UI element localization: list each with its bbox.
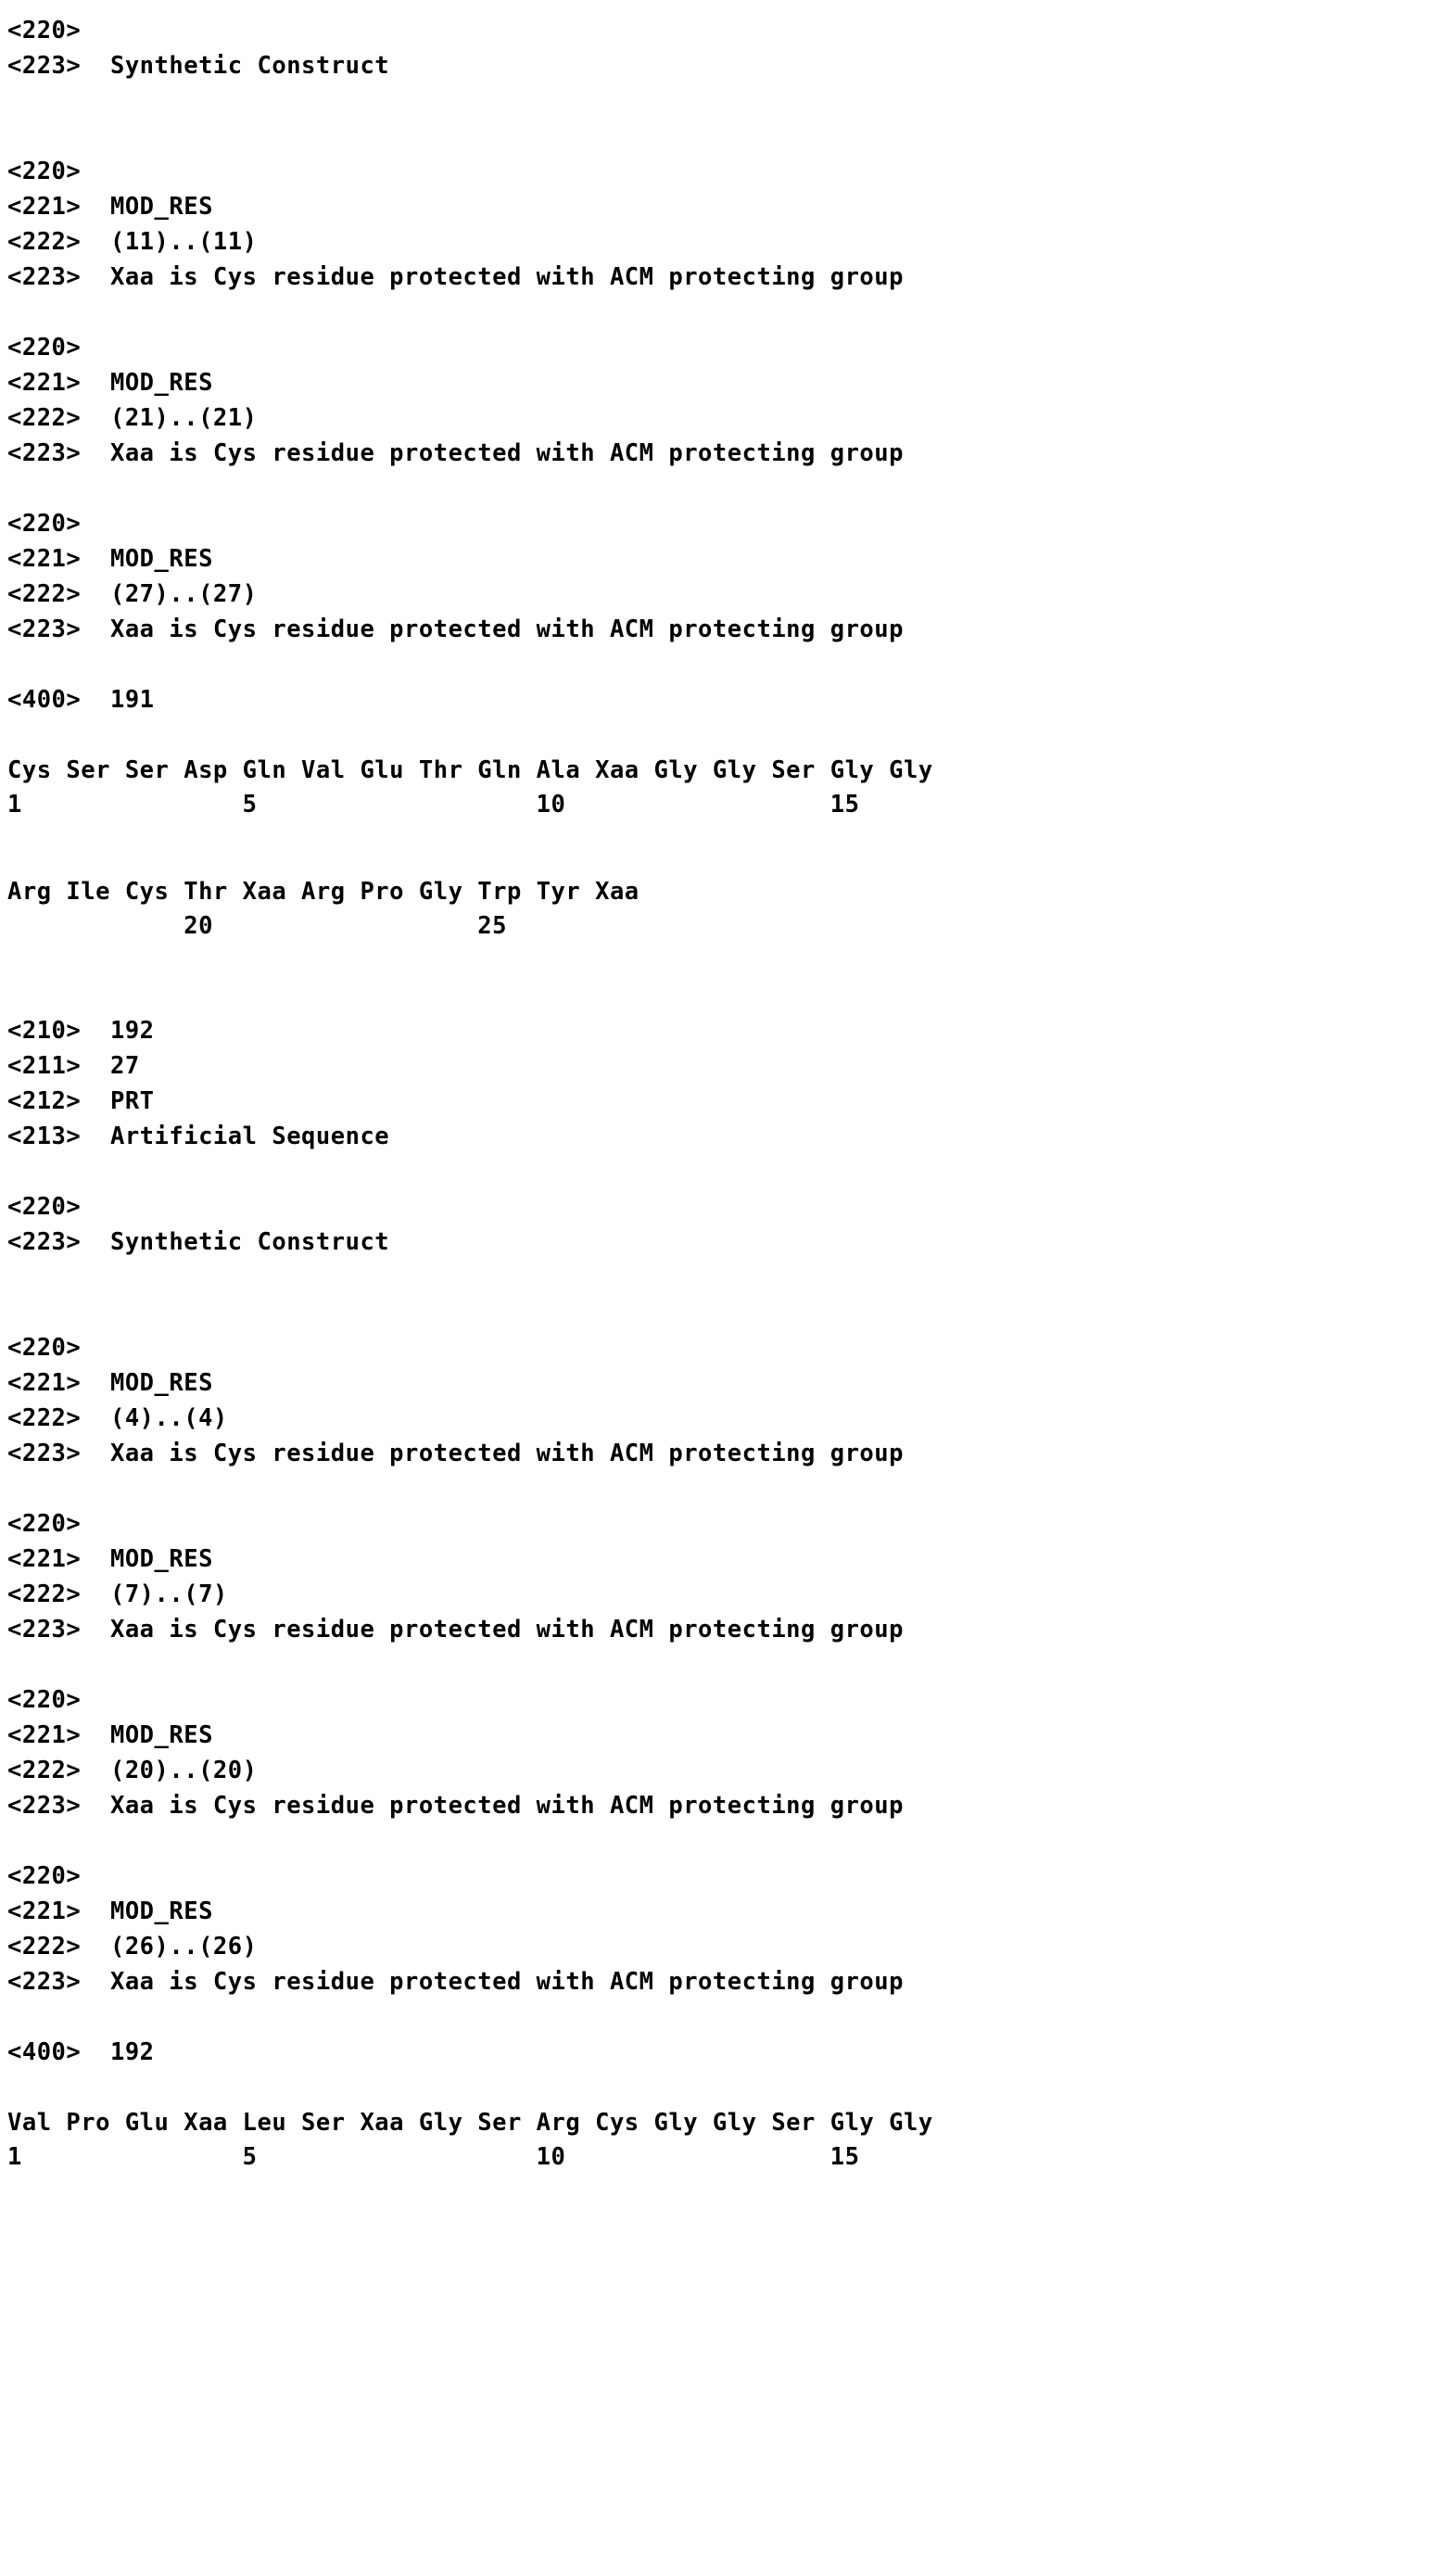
sequence-residues: Arg Ile Cys Thr Xaa Arg Pro Gly Trp Tyr Xaa	[7, 878, 639, 906]
listing-line: <221> MOD_RES	[7, 545, 213, 573]
spacer	[7, 1999, 1456, 2035]
listing-line: <221> MOD_RES	[7, 1721, 213, 1749]
listing-line: <400> 192	[7, 2038, 155, 2066]
seq-191-modres-27-block	[7, 506, 1456, 682]
listing-line: <221> MOD_RES	[7, 1545, 213, 1573]
listing-line: <223> Synthetic Construct	[7, 1228, 390, 1256]
listing-line: <212> PRT	[7, 1087, 155, 1115]
seq-191-modres-21-block	[7, 330, 1456, 506]
spacer	[7, 943, 1456, 978]
seq-191-source-block	[7, 13, 1456, 154]
seq-192-header-block	[7, 1013, 1456, 1189]
listing-line: <223> Xaa is Cys residue protected with ACM protecting group	[7, 1440, 904, 1467]
seq-192-source-block	[7, 1189, 1456, 1330]
listing-line: <220>	[7, 1510, 82, 1538]
sequence-residues: Val Pro Glu Xaa Leu Ser Xaa Gly Ser Arg Cys Gly Gly Ser Gly Gly	[7, 2109, 933, 2137]
listing-line: <223> Xaa is Cys residue protected with ACM protecting group	[7, 439, 904, 467]
listing-line: <211> 27	[7, 1052, 140, 1080]
spacer	[7, 647, 1456, 682]
listing-line: <220>	[7, 1193, 82, 1221]
spacer	[7, 978, 1456, 1013]
listing-line: <220>	[7, 510, 82, 538]
seq-192-residues-row1	[7, 2105, 1456, 2174]
spacer	[7, 83, 1456, 119]
spacer	[7, 1295, 1456, 1330]
listing-line: <223> Synthetic Construct	[7, 52, 390, 80]
spacer	[7, 717, 1456, 753]
sequence-residues: Cys Ser Ser Asp Gln Val Glu Thr Gln Ala Xaa Gly Gly Ser Gly Gly	[7, 756, 933, 784]
listing-line: <222> (20)..(20)	[7, 1757, 258, 1784]
listing-line: <221> MOD_RES	[7, 1897, 213, 1925]
sequence-numbering: 20 25	[7, 912, 507, 940]
seq-192-modres-26-block	[7, 1859, 1456, 2035]
listing-line: <221> MOD_RES	[7, 369, 213, 397]
listing-line: <223> Xaa is Cys residue protected with ACM protecting group	[7, 263, 904, 291]
seq-192-400-block	[7, 2035, 1456, 2105]
seq-192-modres-7-block	[7, 1506, 1456, 1682]
seq-192-modres-20-block	[7, 1682, 1456, 1859]
spacer	[7, 295, 1456, 330]
sequence-numbering: 1 5 10 15	[7, 791, 860, 819]
seq-191-400-block	[7, 682, 1456, 753]
listing-line: <223> Xaa is Cys residue protected with ACM protecting group	[7, 1616, 904, 1644]
spacer	[7, 821, 1456, 857]
listing-line: <220>	[7, 1686, 82, 1714]
sequence-numbering: 1 5 10 15	[7, 2143, 860, 2171]
seq-191-residues-row1	[7, 753, 1456, 874]
seq-191-modres-11-block	[7, 154, 1456, 330]
spacer	[7, 119, 1456, 154]
listing-line: <220>	[7, 17, 82, 44]
seq-191-residues-row2	[7, 874, 1456, 1013]
listing-line: <221> MOD_RES	[7, 193, 213, 221]
listing-line: <220>	[7, 1862, 82, 1890]
listing-line: <220>	[7, 1334, 82, 1362]
seq-192-modres-4-block	[7, 1330, 1456, 1506]
listing-line: <222> (4)..(4)	[7, 1404, 228, 1432]
listing-line: <210> 192	[7, 1017, 155, 1045]
listing-line: <222> (26)..(26)	[7, 1933, 258, 1961]
spacer	[7, 1471, 1456, 1506]
spacer	[7, 857, 1456, 874]
listing-line: <223> Xaa is Cys residue protected with ACM protecting group	[7, 1968, 904, 1996]
listing-line: <222> (27)..(27)	[7, 580, 258, 608]
listing-line: <220>	[7, 334, 82, 362]
listing-line: <223> Xaa is Cys residue protected with ACM protecting group	[7, 616, 904, 643]
listing-line: <213> Artificial Sequence	[7, 1123, 390, 1150]
spacer	[7, 471, 1456, 506]
spacer	[7, 1260, 1456, 1295]
listing-line: <221> MOD_RES	[7, 1369, 213, 1397]
listing-line: <400> 191	[7, 686, 155, 714]
spacer	[7, 2070, 1456, 2105]
spacer	[7, 1647, 1456, 1682]
spacer	[7, 1154, 1456, 1189]
spacer	[7, 1823, 1456, 1859]
listing-line: <222> (11)..(11)	[7, 228, 258, 256]
listing-line: <223> Xaa is Cys residue protected with ACM protecting group	[7, 1792, 904, 1820]
listing-line: <222> (21)..(21)	[7, 404, 258, 432]
listing-line: <222> (7)..(7)	[7, 1580, 228, 1608]
listing-line: <220>	[7, 158, 82, 185]
sequence-listing-body	[0, 13, 1456, 2174]
